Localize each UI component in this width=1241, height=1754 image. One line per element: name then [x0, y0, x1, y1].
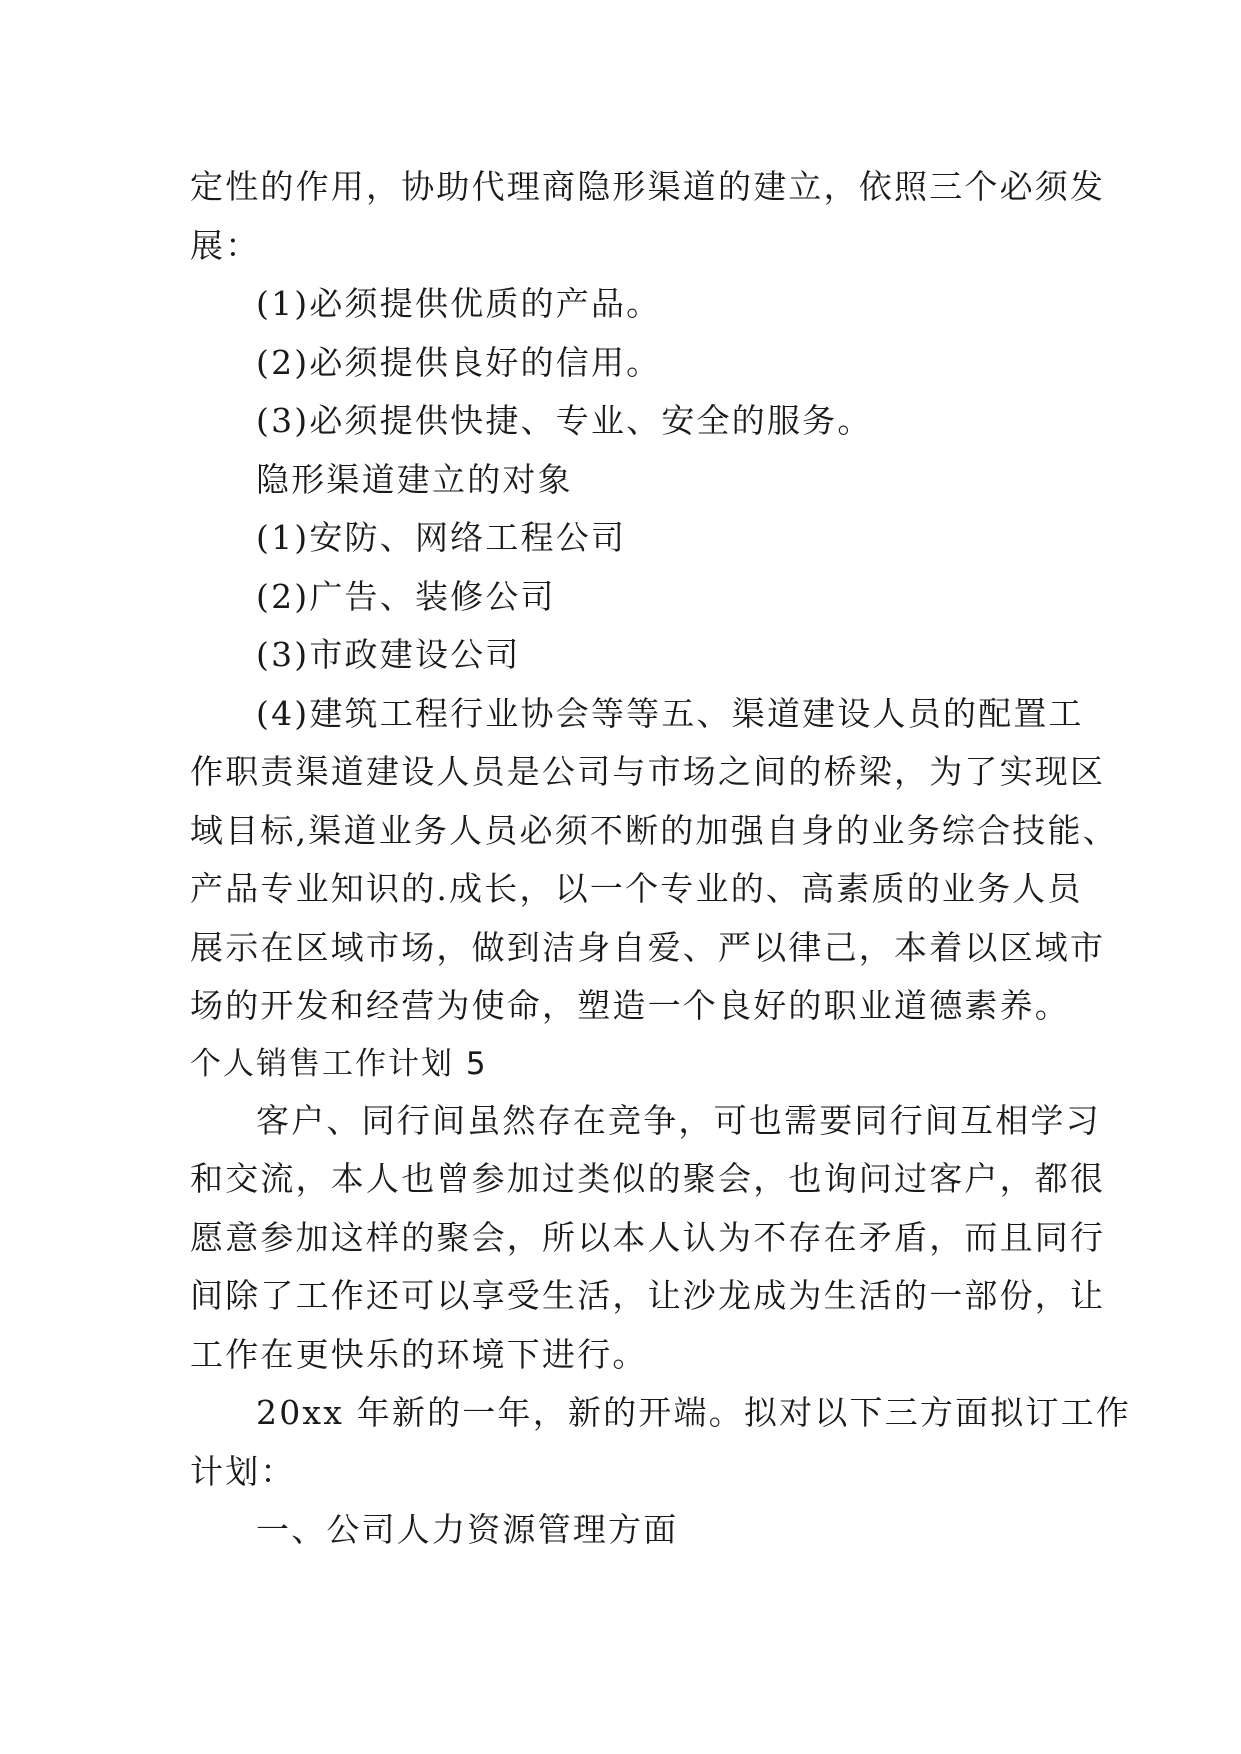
paragraph-line: 工作在更快乐的环境下进行。 — [190, 1334, 648, 1374]
section-heading: 个人销售工作计划 5 — [190, 1045, 488, 1082]
paragraph-line: 展： — [190, 225, 261, 265]
paragraph-line: 域目标,渠道业务人员必须不断的加强自身的业务综合技能、 — [190, 810, 1118, 850]
section-item: 一、公司人力资源管理方面 — [256, 1510, 679, 1549]
document-body — [190, 158, 1132, 1560]
paragraph-line: 定性的作用，协助代理商隐形渠道的建立，依照三个必须发 — [190, 167, 1106, 206]
paragraph-line: 计划： — [190, 1451, 296, 1491]
paragraph-line: 间除了工作还可以享受生活，让沙龙成为生活的一部份，让 — [190, 1276, 1106, 1315]
paragraph-line: 愿意参加这样的聚会，所以本人认为不存在矛盾，而且同行 — [190, 1217, 1106, 1257]
paragraph-line: 作职责渠道建设人员是公司与市场之间的桥梁，为了实现区 — [190, 752, 1106, 791]
paragraph-line: 场的开发和经营为使命，塑造一个良好的职业道德素养。 — [190, 986, 1070, 1025]
paragraph-line: 客户、同行间虽然存在竞争，可也需要同行间互相学习 — [256, 1100, 1101, 1140]
list-item: (2)广告、装修公司 — [256, 576, 556, 616]
paragraph-line: 和交流，本人也曾参加过类似的聚会，也询问过客户，都很 — [190, 1159, 1106, 1198]
paragraph-line: 20xx 年新的一年，新的开端。拟对以下三方面拟订工作 — [256, 1393, 1132, 1432]
list-item: (1)安防、网络工程公司 — [256, 518, 627, 557]
list-item: (2)必须提供良好的信用。 — [256, 342, 662, 382]
subheading: 隐形渠道建立的对象 — [256, 459, 573, 499]
paragraph-line: 产品专业知识的.成长，以一个专业的、高素质的业务人员 — [190, 869, 1083, 908]
list-item: (4)建筑工程行业协会等等五、渠道建设人员的配置工 — [256, 693, 1084, 733]
list-item: (3)市政建设公司 — [256, 635, 521, 674]
list-item: (3)必须提供快捷、专业、安全的服务。 — [256, 401, 873, 440]
paragraph-line: 展示在区域市场，做到洁身自爱、严以律己，本着以区域市 — [190, 927, 1106, 967]
list-item: (1)必须提供优质的产品。 — [256, 284, 662, 323]
